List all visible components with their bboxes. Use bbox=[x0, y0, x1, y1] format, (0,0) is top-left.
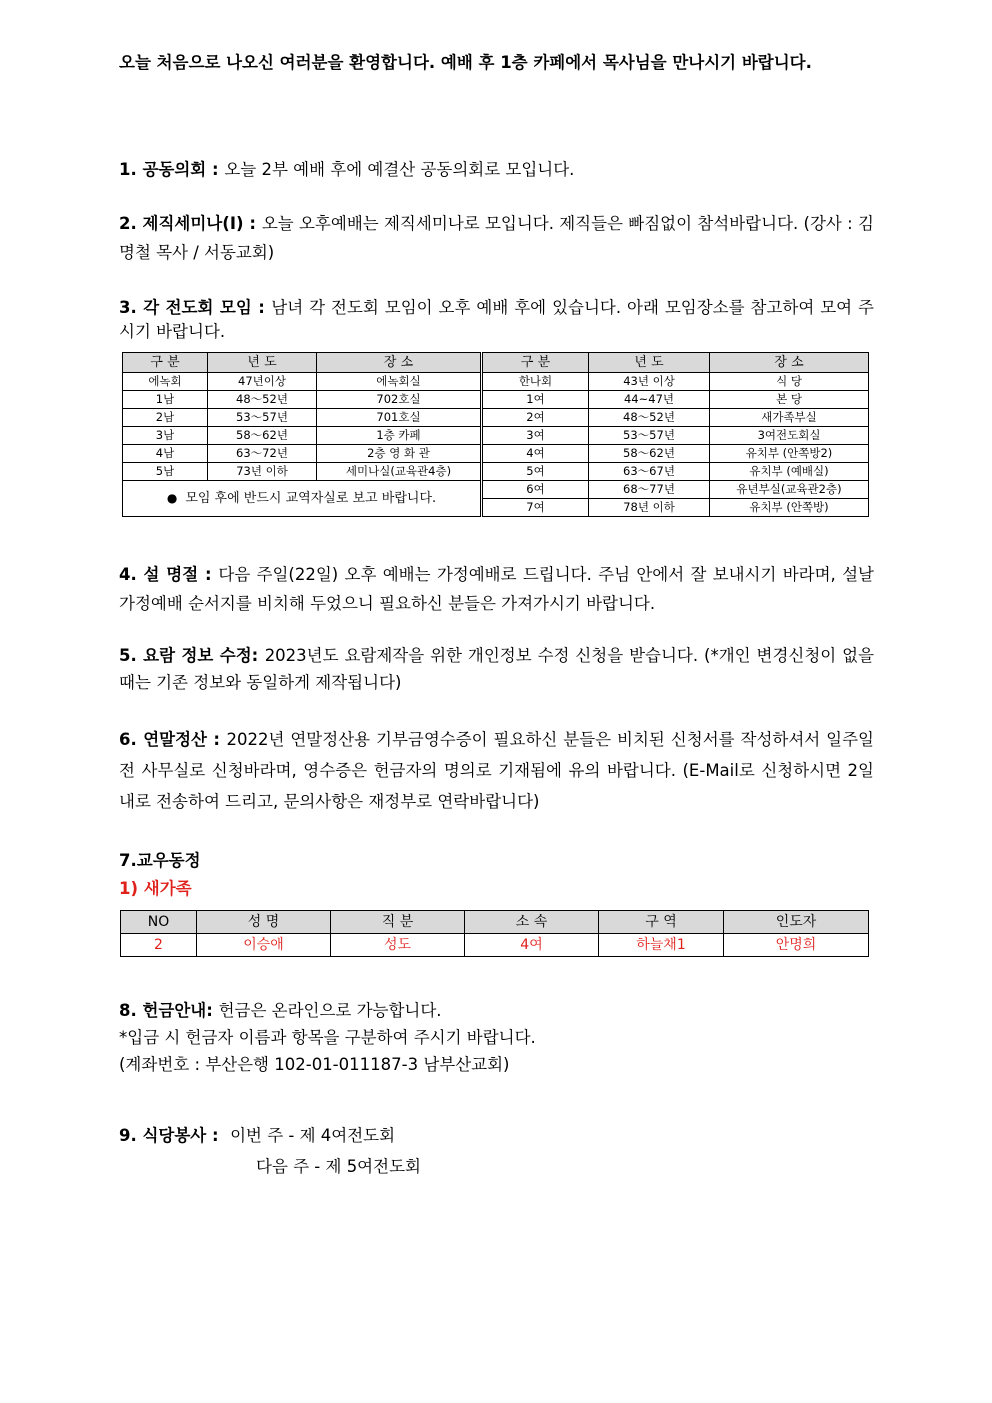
year-cell: 47년이상 bbox=[208, 373, 317, 391]
notice-1-title: 1. 공동의회 bbox=[119, 160, 207, 179]
table-row bbox=[123, 427, 481, 445]
place-cell: 유치부 (예배실) bbox=[710, 463, 869, 481]
notice-7 bbox=[119, 847, 874, 903]
notice-2-text: 오늘 오후예배는 제직세미나로 모입니다. 제직들은 빠짐없이 참석바랍니다. (강사 : 김명철 목사 / 서동교회) bbox=[119, 214, 874, 262]
notice-1 bbox=[119, 158, 874, 182]
notice-9-title: 9. 식당봉사 bbox=[119, 1126, 207, 1145]
header-cell: 인도자 bbox=[724, 911, 869, 934]
notice-5-title: 5. 요람 정보 수정 bbox=[119, 646, 252, 665]
notice-6-text: 2022년 연말정산용 기부금영수증이 필요하신 분들은 비치된 신청서를 작성하셔서 일주일전 사무실로 신청바라며, 영수증은 헌금자의 명의로 기재됨에 유의 바랍니다. (E-Mail로 신청하시면 2일내로 전송하여 드리고, 문의사항은 재정부로 연락바랍니다) bbox=[119, 730, 874, 811]
header-cell: 장 소 bbox=[710, 353, 869, 373]
notice-8-text: 헌금은 온라인으로 가능합니다. bbox=[218, 1001, 442, 1020]
table-header-row bbox=[121, 911, 869, 934]
table-row bbox=[483, 373, 869, 391]
header-cell: 성 명 bbox=[197, 911, 331, 934]
notice-4-text: 다음 주일(22일) 오후 예배는 가정예배로 드립니다. 주님 안에서 잘 보내시기 바라며, 설날 가정예배 순서지를 비치해 두었으니 필요하신 분들은 가져가시기 바랍니다. bbox=[119, 565, 874, 613]
notice-7-title: 7.교우동정 bbox=[119, 851, 201, 870]
notice-8 bbox=[119, 997, 874, 1078]
group-cell: 한나회 bbox=[483, 373, 589, 391]
notice-5-text: 2023년도 요람제작을 위한 개인정보 수정 신청을 받습니다. (*개인 변경신청이 없을 때는 기존 정보와 동일하게 제작됩니다) bbox=[119, 646, 875, 692]
year-cell: 73년 이하 bbox=[208, 463, 317, 481]
notice-5-sep: : bbox=[251, 646, 265, 665]
table-note-row bbox=[123, 481, 481, 517]
header-cell: 구 분 bbox=[483, 353, 589, 373]
group-cell: 7여 bbox=[483, 499, 589, 517]
notice-9-line2: 다음 주 - 제 5여전도회 bbox=[256, 1157, 421, 1176]
notice-8-sep: : bbox=[206, 1001, 219, 1020]
group-cell: 6여 bbox=[483, 481, 589, 499]
name-cell: 이승애 bbox=[197, 934, 331, 957]
groups-table-right bbox=[482, 352, 869, 517]
new-family-subtitle: 1) 새가족 bbox=[119, 879, 192, 898]
notice-3 bbox=[119, 296, 874, 344]
notice-6-sep: : bbox=[206, 730, 227, 749]
place-cell: 3여전도회실 bbox=[710, 427, 869, 445]
notice-9-sep: : bbox=[206, 1126, 231, 1145]
header-cell: 소 속 bbox=[465, 911, 599, 934]
notice-3-title: 3. 각 전도회 모임 bbox=[119, 298, 252, 317]
year-cell: 58～62년 bbox=[208, 427, 317, 445]
table-row bbox=[123, 373, 481, 391]
notice-5 bbox=[119, 642, 874, 696]
table-row bbox=[483, 427, 869, 445]
place-cell: 유치부 (안쪽방) bbox=[710, 499, 869, 517]
notice-4-title: 4. 설 명절 bbox=[119, 565, 199, 584]
notice-1-sep: : bbox=[206, 160, 225, 179]
header-cell: 직 분 bbox=[331, 911, 465, 934]
group-cell: 2여 bbox=[483, 409, 589, 427]
report-note bbox=[123, 481, 481, 517]
place-cell: 새가족부실 bbox=[710, 409, 869, 427]
year-cell: 53～57년 bbox=[589, 427, 710, 445]
no-cell: 2 bbox=[121, 934, 197, 957]
year-cell: 48～52년 bbox=[208, 391, 317, 409]
notice-9-line1: 이번 주 - 제 4여전도회 bbox=[230, 1126, 396, 1145]
place-cell: 에녹회실 bbox=[317, 373, 481, 391]
table-row bbox=[483, 481, 869, 499]
table-row bbox=[123, 391, 481, 409]
notice-1-text: 오늘 2부 예배 후에 예결산 공동의회로 모입니다. bbox=[224, 160, 575, 179]
table-header-row bbox=[123, 353, 481, 373]
year-cell: 53～57년 bbox=[208, 409, 317, 427]
group-cell: 5남 bbox=[123, 463, 208, 481]
role-cell: 성도 bbox=[331, 934, 465, 957]
group-cell: 4여 bbox=[465, 934, 599, 957]
table-row bbox=[483, 391, 869, 409]
header-cell: 년 도 bbox=[208, 353, 317, 373]
table-row bbox=[123, 445, 481, 463]
table-row bbox=[483, 409, 869, 427]
table-header-row bbox=[483, 353, 869, 373]
place-cell: 유치부 (안쪽방2) bbox=[710, 445, 869, 463]
notice-2 bbox=[119, 209, 874, 267]
table-row bbox=[483, 499, 869, 517]
table-row bbox=[123, 463, 481, 481]
notice-4-sep: : bbox=[198, 565, 219, 584]
welcome-message: 오늘 처음으로 나오신 여러분을 환영합니다. 예배 후 1층 카페에서 목사님을 만나시기 바랍니다. bbox=[119, 53, 812, 72]
header-cell: NO bbox=[121, 911, 197, 934]
report-note-text: 모임 후에 반드시 교역자실로 보고 바랍니다. bbox=[185, 491, 437, 506]
notice-8-line3: (계좌번호 : 부산은행 102-01-011187-3 남부산교회) bbox=[119, 1055, 510, 1074]
table-row bbox=[121, 934, 869, 957]
new-family-table bbox=[120, 910, 869, 957]
group-cell: 4여 bbox=[483, 445, 589, 463]
header-cell: 구 분 bbox=[123, 353, 208, 373]
notice-2-title: 2. 제직세미나(Ⅰ) bbox=[119, 214, 244, 233]
notice-8-title: 8. 헌금안내 bbox=[119, 1001, 207, 1020]
group-cell: 1여 bbox=[483, 391, 589, 409]
header-cell: 년 도 bbox=[589, 353, 710, 373]
notice-3-text: 남녀 각 전도회 모임이 오후 예배 후에 있습니다. 아래 모임장소를 참고하여 모여 주시기 바랍니다. bbox=[119, 298, 874, 341]
place-cell: 1층 카페 bbox=[317, 427, 481, 445]
notice-6-title: 6. 연말정산 bbox=[119, 730, 207, 749]
year-cell: 68～77년 bbox=[589, 481, 710, 499]
year-cell: 48～52년 bbox=[589, 409, 710, 427]
place-cell: 2층 영 화 관 bbox=[317, 445, 481, 463]
group-cell: 2남 bbox=[123, 409, 208, 427]
notice-3-sep: : bbox=[251, 298, 272, 317]
table-row bbox=[483, 445, 869, 463]
place-cell: 식 당 bbox=[710, 373, 869, 391]
notice-4 bbox=[119, 560, 874, 618]
group-cell: 에녹회 bbox=[123, 373, 208, 391]
place-cell: 세미나실(교육관4층) bbox=[317, 463, 481, 481]
group-cell: 5여 bbox=[483, 463, 589, 481]
table-row bbox=[123, 409, 481, 427]
year-cell: 63～67년 bbox=[589, 463, 710, 481]
bullet-icon: ● bbox=[166, 491, 178, 505]
place-cell: 본 당 bbox=[710, 391, 869, 409]
year-cell: 63～72년 bbox=[208, 445, 317, 463]
place-cell: 701호실 bbox=[317, 409, 481, 427]
year-cell: 58～62년 bbox=[589, 445, 710, 463]
guide-cell: 안명희 bbox=[724, 934, 869, 957]
district-cell: 하늘채1 bbox=[599, 934, 724, 957]
group-cell: 3여 bbox=[483, 427, 589, 445]
group-cell: 4남 bbox=[123, 445, 208, 463]
notice-6 bbox=[119, 724, 874, 817]
notice-8-line2: *입금 시 헌금자 이름과 항목을 구분하여 주시기 바랍니다. bbox=[119, 1028, 536, 1047]
place-cell: 702호실 bbox=[317, 391, 481, 409]
table-row bbox=[483, 463, 869, 481]
groups-table-left bbox=[122, 352, 481, 517]
notice-9 bbox=[119, 1120, 874, 1182]
place-cell: 유년부실(교육관2층) bbox=[710, 481, 869, 499]
group-cell: 1남 bbox=[123, 391, 208, 409]
header-cell: 장 소 bbox=[317, 353, 481, 373]
year-cell: 44~47년 bbox=[589, 391, 710, 409]
year-cell: 43년 이상 bbox=[589, 373, 710, 391]
notice-2-sep: : bbox=[243, 214, 262, 233]
group-cell: 3남 bbox=[123, 427, 208, 445]
year-cell: 78년 이하 bbox=[589, 499, 710, 517]
header-cell: 구 역 bbox=[599, 911, 724, 934]
